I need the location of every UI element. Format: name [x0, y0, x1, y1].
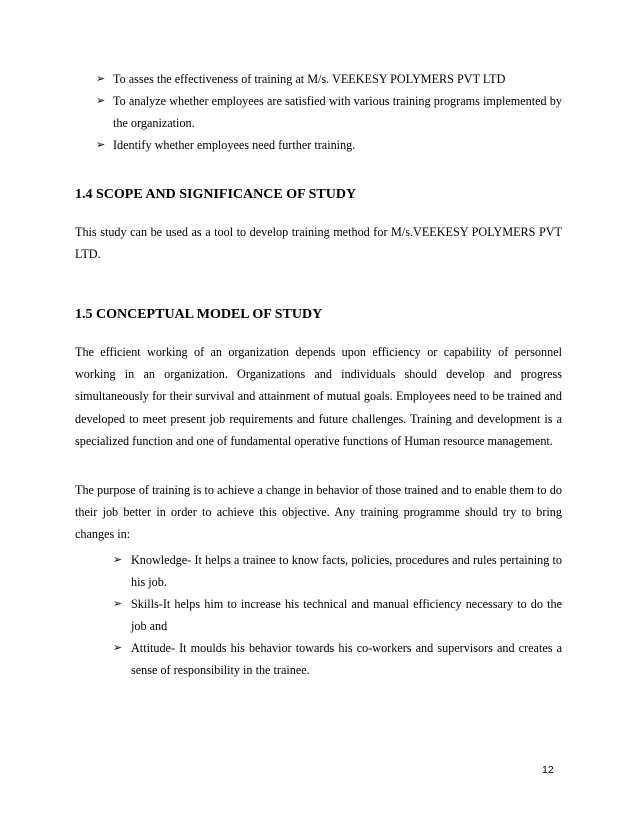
objective-text: To analyze whether employees are satisfied with various training programs implemented by the organization. [113, 94, 562, 130]
arrow-bullet-icon: ➢ [113, 642, 123, 654]
change-text: Attitude- It moulds his behavior towards his co-workers and supervisors and creates a sense of responsibility in the trainee. [131, 641, 562, 677]
arrow-bullet-icon: ➢ [96, 139, 106, 151]
training-changes-list [113, 549, 562, 681]
change-text: Knowledge- It helps a trainee to know facts, policies, procedures and rules pertaining to his job. [131, 553, 562, 589]
section-heading-conceptual-model: 1.5 CONCEPTUAL MODEL OF STUDY [75, 307, 323, 322]
list-item [113, 549, 562, 593]
arrow-bullet-icon: ➢ [96, 73, 106, 85]
arrow-bullet-icon: ➢ [113, 554, 123, 566]
arrow-bullet-icon: ➢ [113, 598, 123, 610]
change-text: Skills-It helps him to increase his technical and manual efficiency necessary to do the job and [131, 597, 562, 633]
conceptual-paragraph-1: The efficient working of an organization depends upon efficiency or capability of personnel working in an organization. Organizations and individuals should develop and progress simultaneously for their survival and attainment of mutual goals. Employees need to be trained and developed to meet present job requirements and future challenges. Training and development is a specialized function and one of fundamental operative functions of Human resource management. [75, 345, 562, 448]
page-number: 12 [542, 764, 554, 776]
objective-text: To asses the effectiveness of training at M/s. VEEKESY POLYMERS PVT LTD [113, 72, 506, 86]
conceptual-paragraph-2: The purpose of training is to achieve a change in behavior of those trained and to enable them to do their job better in order to achieve this objective. Any training programme should try to bring changes in: [75, 483, 562, 542]
section-heading-scope: 1.4 SCOPE AND SIGNIFICANCE OF STUDY [75, 187, 357, 202]
list-item [96, 134, 562, 156]
scope-paragraph: This study can be used as a tool to develop training method for M/s.VEEKESY POLYMERS PVT LTD. [75, 225, 562, 262]
list-item [96, 68, 562, 90]
list-item [113, 637, 562, 681]
arrow-bullet-icon: ➢ [96, 95, 106, 107]
list-item [113, 593, 562, 637]
list-item [96, 90, 562, 134]
objective-text: Identify whether employees need further training. [113, 138, 356, 152]
objectives-list [96, 68, 562, 156]
